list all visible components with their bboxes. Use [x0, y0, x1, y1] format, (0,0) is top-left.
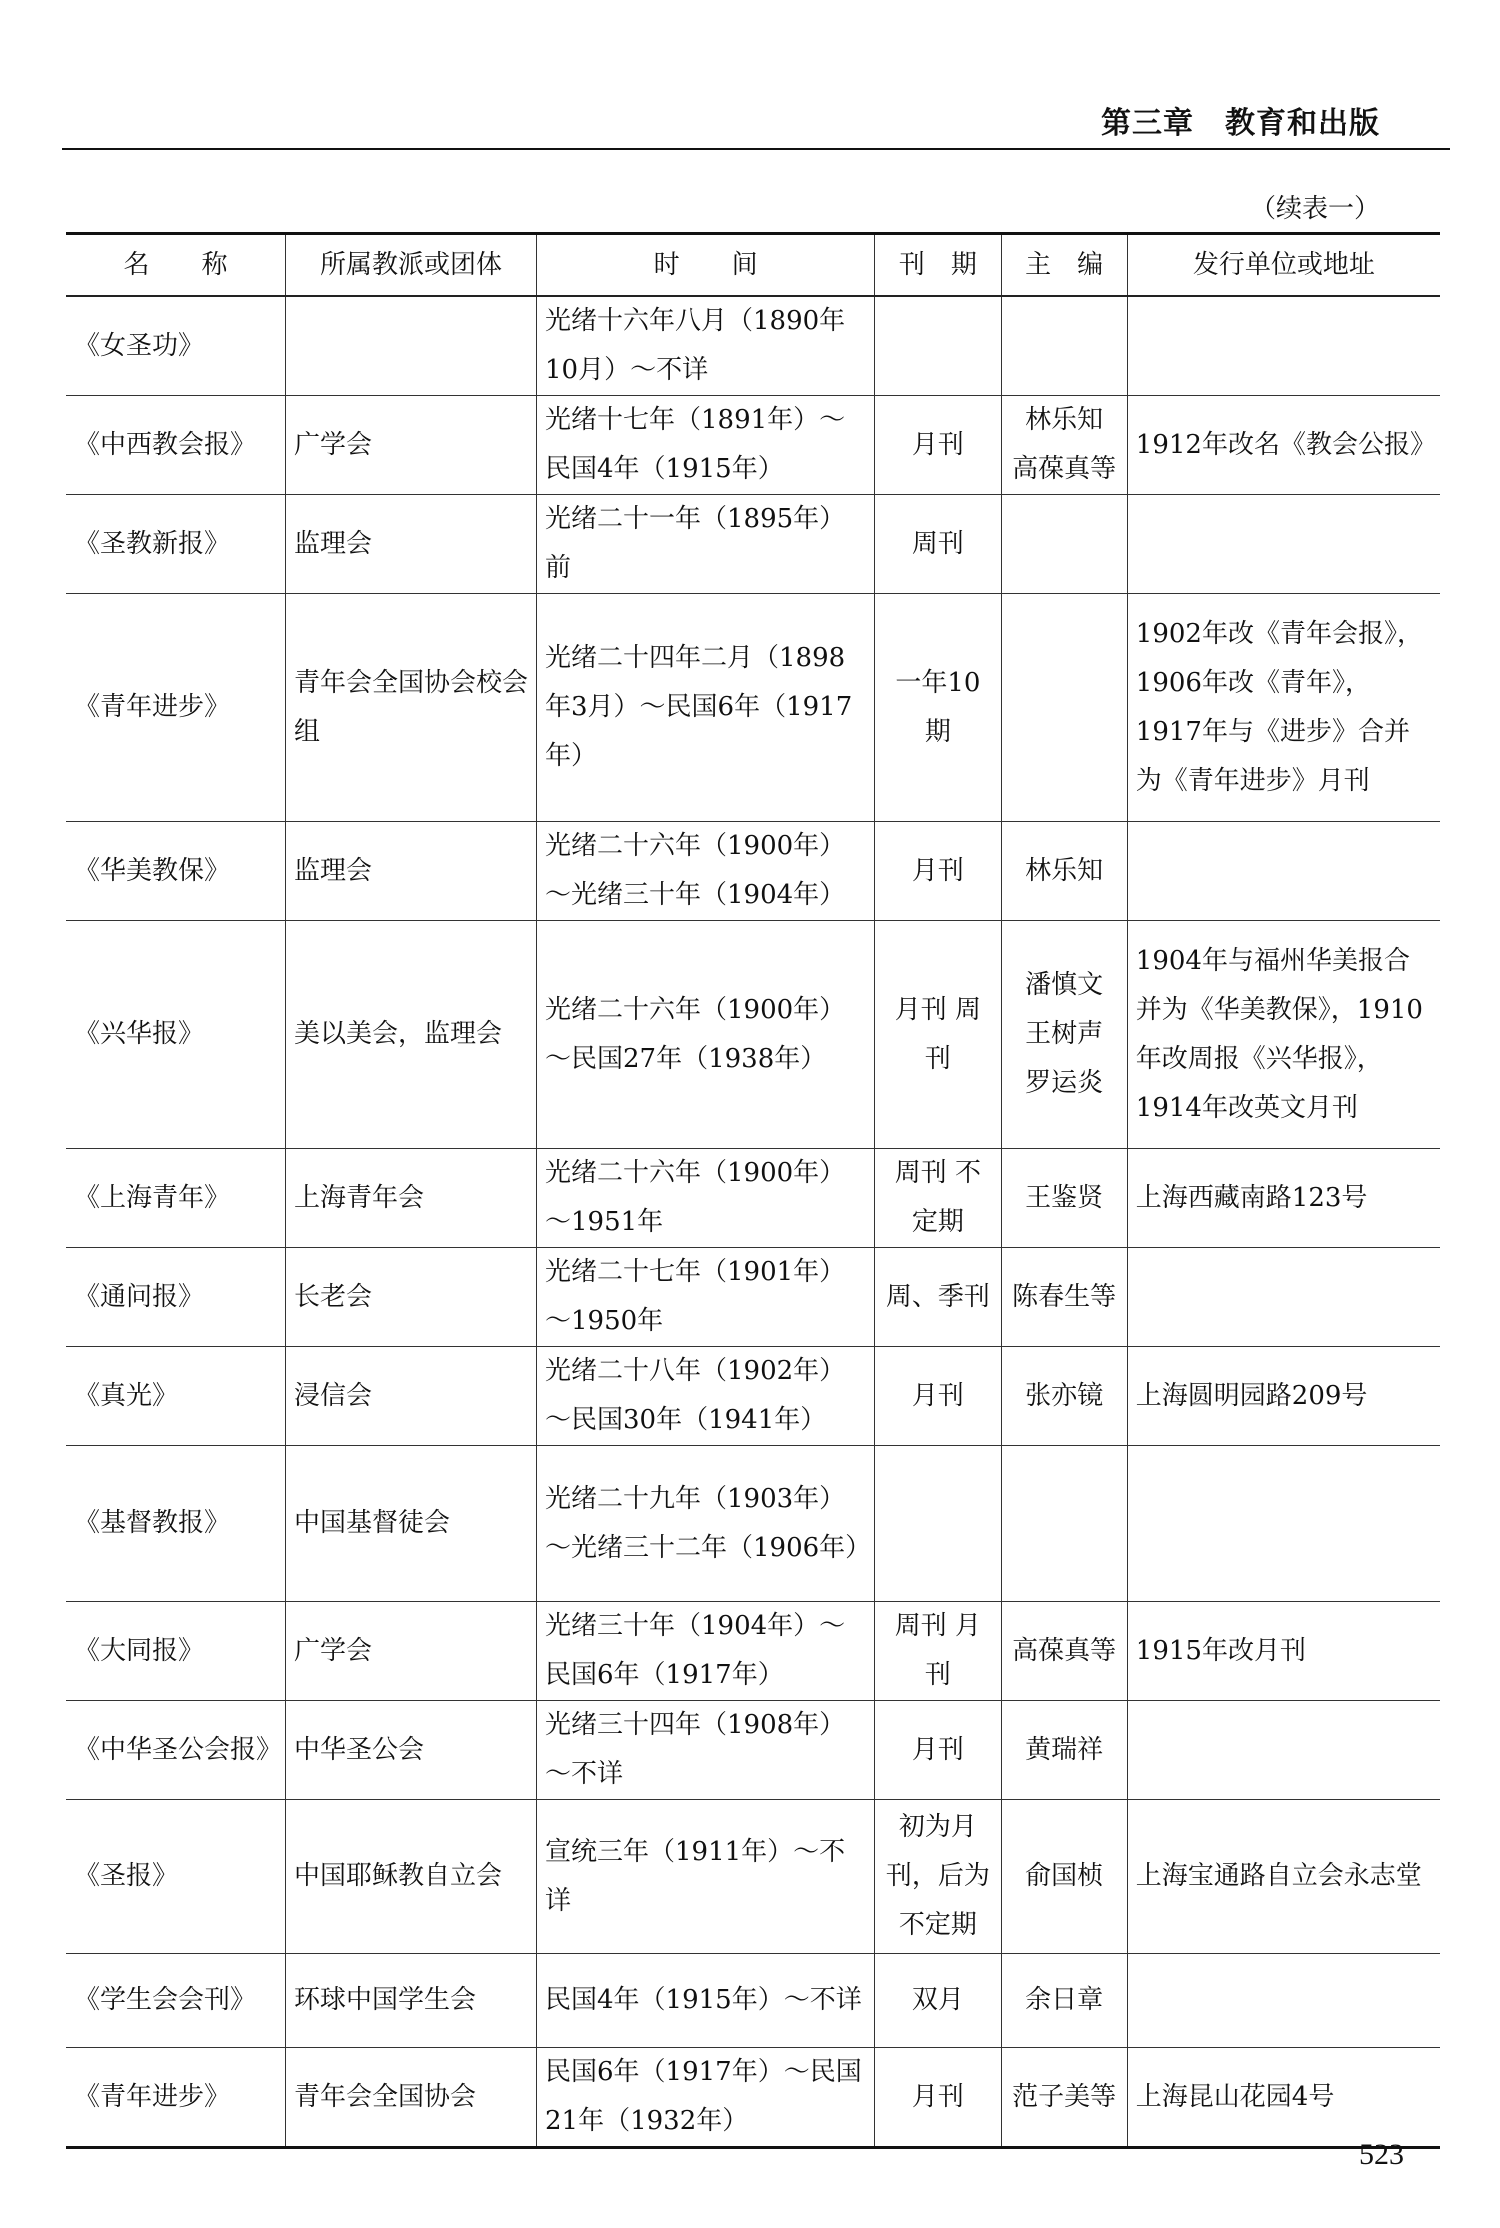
- table-row: [66, 2048, 1440, 2148]
- cell-period: 周刊 月刊: [875, 1602, 1001, 1701]
- cell-name: 《真光》: [66, 1347, 285, 1446]
- cell-publisher: 1904年与福州华美报合并为《华美教保》，1910年改周报《兴华报》，1914年改英文月刊: [1127, 921, 1440, 1149]
- page-header-title: [1101, 98, 1380, 142]
- cell-time: 光绪二十七年（1901年）～1950年: [537, 1248, 875, 1347]
- cell-editor: 林乐知: [1001, 822, 1127, 921]
- table-row: [66, 296, 1440, 396]
- cell-org: 青年会全国协会: [285, 2048, 536, 2148]
- column-header-org: 所属教派或团体: [285, 234, 536, 297]
- cell-name: 《上海青年》: [66, 1149, 285, 1248]
- cell-publisher: [1127, 495, 1440, 594]
- cell-publisher: 1912年改名《教会公报》: [1127, 396, 1440, 495]
- cell-publisher: 上海圆明园路209号: [1127, 1347, 1440, 1446]
- cell-name: 《学生会会刊》: [66, 1954, 285, 2048]
- column-header-editor: 主 编: [1001, 234, 1127, 297]
- cell-time: 光绪十七年（1891年）～民国4年（1915年）: [537, 396, 875, 495]
- cell-period: [875, 296, 1001, 396]
- cell-period: 初为月刊，后为不定期: [875, 1800, 1001, 1954]
- cell-org: 中国耶稣教自立会: [285, 1800, 536, 1954]
- cell-time: 光绪二十九年（1903年）～光绪三十二年（1906年）: [537, 1446, 875, 1602]
- table-row: [66, 1602, 1440, 1701]
- cell-org: 监理会: [285, 495, 536, 594]
- cell-period: 月刊: [875, 822, 1001, 921]
- continuation-label: （续表一）: [1249, 194, 1380, 224]
- cell-time: 民国6年（1917年）～民国21年（1932年）: [537, 2048, 875, 2148]
- cell-time: 光绪二十六年（1900年）～民国27年（1938年）: [537, 921, 875, 1149]
- table-row: [66, 396, 1440, 495]
- page-number: 523: [1359, 2138, 1404, 2171]
- cell-time: 光绪三十四年（1908年）～不详: [537, 1701, 875, 1800]
- cell-publisher: 1915年改月刊: [1127, 1602, 1440, 1701]
- cell-editor: 高葆真等: [1001, 1602, 1127, 1701]
- table-row: [66, 822, 1440, 921]
- cell-editor: 潘慎文 王树声 罗运炎: [1001, 921, 1127, 1149]
- cell-publisher: 上海西藏南路123号: [1127, 1149, 1440, 1248]
- table-row: [66, 921, 1440, 1149]
- cell-editor: 林乐知 高葆真等: [1001, 396, 1127, 495]
- header-rule: [62, 148, 1450, 150]
- cell-name: 《中西教会报》: [66, 396, 285, 495]
- cell-name: 《通问报》: [66, 1248, 285, 1347]
- cell-name: 《大同报》: [66, 1602, 285, 1701]
- cell-time: 光绪二十四年二月（1898年3月）～民国6年（1917年）: [537, 594, 875, 822]
- periodicals-table: [66, 232, 1440, 2149]
- table-row: [66, 1149, 1440, 1248]
- cell-editor: 余日章: [1001, 1954, 1127, 2048]
- cell-name: 《圣教新报》: [66, 495, 285, 594]
- cell-org: 青年会全国协会校会组: [285, 594, 536, 822]
- cell-period: 月刊: [875, 1701, 1001, 1800]
- cell-time: 宣统三年（1911年）～不详: [537, 1800, 875, 1954]
- column-header-publisher: 发行单位或地址: [1127, 234, 1440, 297]
- cell-publisher: 上海宝通路自立会永志堂: [1127, 1800, 1440, 1954]
- cell-period: 一年10期: [875, 594, 1001, 822]
- cell-time: 光绪二十一年（1895年）前: [537, 495, 875, 594]
- table-row: [66, 1347, 1440, 1446]
- table-row: [66, 1954, 1440, 2048]
- cell-publisher: 1902年改《青年会报》，1906年改《青年》，1917年与《进步》合并为《青年进步》月刊: [1127, 594, 1440, 822]
- cell-name: 《中华圣公会报》: [66, 1701, 285, 1800]
- cell-period: 周、季刊: [875, 1248, 1001, 1347]
- cell-editor: 范子美等: [1001, 2048, 1127, 2148]
- cell-org: 美以美会，监理会: [285, 921, 536, 1149]
- cell-editor: 张亦镜: [1001, 1347, 1127, 1446]
- chapter-label: 第三章: [1101, 106, 1194, 141]
- cell-name: 《青年进步》: [66, 2048, 285, 2148]
- cell-name: 《兴华报》: [66, 921, 285, 1149]
- cell-period: 月刊: [875, 1347, 1001, 1446]
- cell-editor: [1001, 1446, 1127, 1602]
- cell-editor: 俞国桢: [1001, 1800, 1127, 1954]
- cell-org: 中国基督徒会: [285, 1446, 536, 1602]
- cell-period: [875, 1446, 1001, 1602]
- cell-editor: 黄瑞祥: [1001, 1701, 1127, 1800]
- cell-name: 《基督教报》: [66, 1446, 285, 1602]
- cell-editor: [1001, 495, 1127, 594]
- table-row: [66, 1248, 1440, 1347]
- table-row: [66, 1446, 1440, 1602]
- table-row: [66, 1701, 1440, 1800]
- cell-editor: [1001, 296, 1127, 396]
- cell-publisher: [1127, 296, 1440, 396]
- column-header-name: 名 称: [66, 234, 285, 297]
- cell-time: 光绪三十年（1904年）～民国6年（1917年）: [537, 1602, 875, 1701]
- cell-period: 月刊: [875, 2048, 1001, 2148]
- cell-org: 环球中国学生会: [285, 1954, 536, 2048]
- cell-period: 周刊 不定期: [875, 1149, 1001, 1248]
- cell-publisher: 上海昆山花园4号: [1127, 2048, 1440, 2148]
- cell-org: 广学会: [285, 396, 536, 495]
- table-row: [66, 495, 1440, 594]
- section-label: 教育和出版: [1225, 106, 1380, 141]
- cell-org: 广学会: [285, 1602, 536, 1701]
- column-header-period: 刊 期: [875, 234, 1001, 297]
- cell-org: 中华圣公会: [285, 1701, 536, 1800]
- cell-period: 周刊: [875, 495, 1001, 594]
- column-header-time: 时 间: [537, 234, 875, 297]
- cell-period: 双月: [875, 1954, 1001, 2048]
- cell-editor: [1001, 594, 1127, 822]
- cell-org: [285, 296, 536, 396]
- cell-publisher: [1127, 1446, 1440, 1602]
- cell-time: 光绪二十六年（1900年）～1951年: [537, 1149, 875, 1248]
- cell-name: 《圣报》: [66, 1800, 285, 1954]
- cell-name: 《华美教保》: [66, 822, 285, 921]
- cell-publisher: [1127, 1248, 1440, 1347]
- cell-name: 《青年进步》: [66, 594, 285, 822]
- table-header-row: [66, 234, 1440, 297]
- cell-editor: 陈春生等: [1001, 1248, 1127, 1347]
- cell-org: 浸信会: [285, 1347, 536, 1446]
- cell-time: 光绪二十六年（1900年）～光绪三十年（1904年）: [537, 822, 875, 921]
- cell-period: 月刊 周刊: [875, 921, 1001, 1149]
- cell-org: 监理会: [285, 822, 536, 921]
- cell-time: 光绪二十八年（1902年）～民国30年（1941年）: [537, 1347, 875, 1446]
- table-row: [66, 1800, 1440, 1954]
- table-row: [66, 594, 1440, 822]
- cell-time: 民国4年（1915年）～不详: [537, 1954, 875, 2048]
- cell-org: 上海青年会: [285, 1149, 536, 1248]
- cell-org: 长老会: [285, 1248, 536, 1347]
- cell-name: 《女圣功》: [66, 296, 285, 396]
- cell-publisher: [1127, 1954, 1440, 2048]
- cell-publisher: [1127, 1701, 1440, 1800]
- cell-time: 光绪十六年八月（1890年10月）～不详: [537, 296, 875, 396]
- cell-publisher: [1127, 822, 1440, 921]
- cell-editor: 王鉴贤: [1001, 1149, 1127, 1248]
- cell-period: 月刊: [875, 396, 1001, 495]
